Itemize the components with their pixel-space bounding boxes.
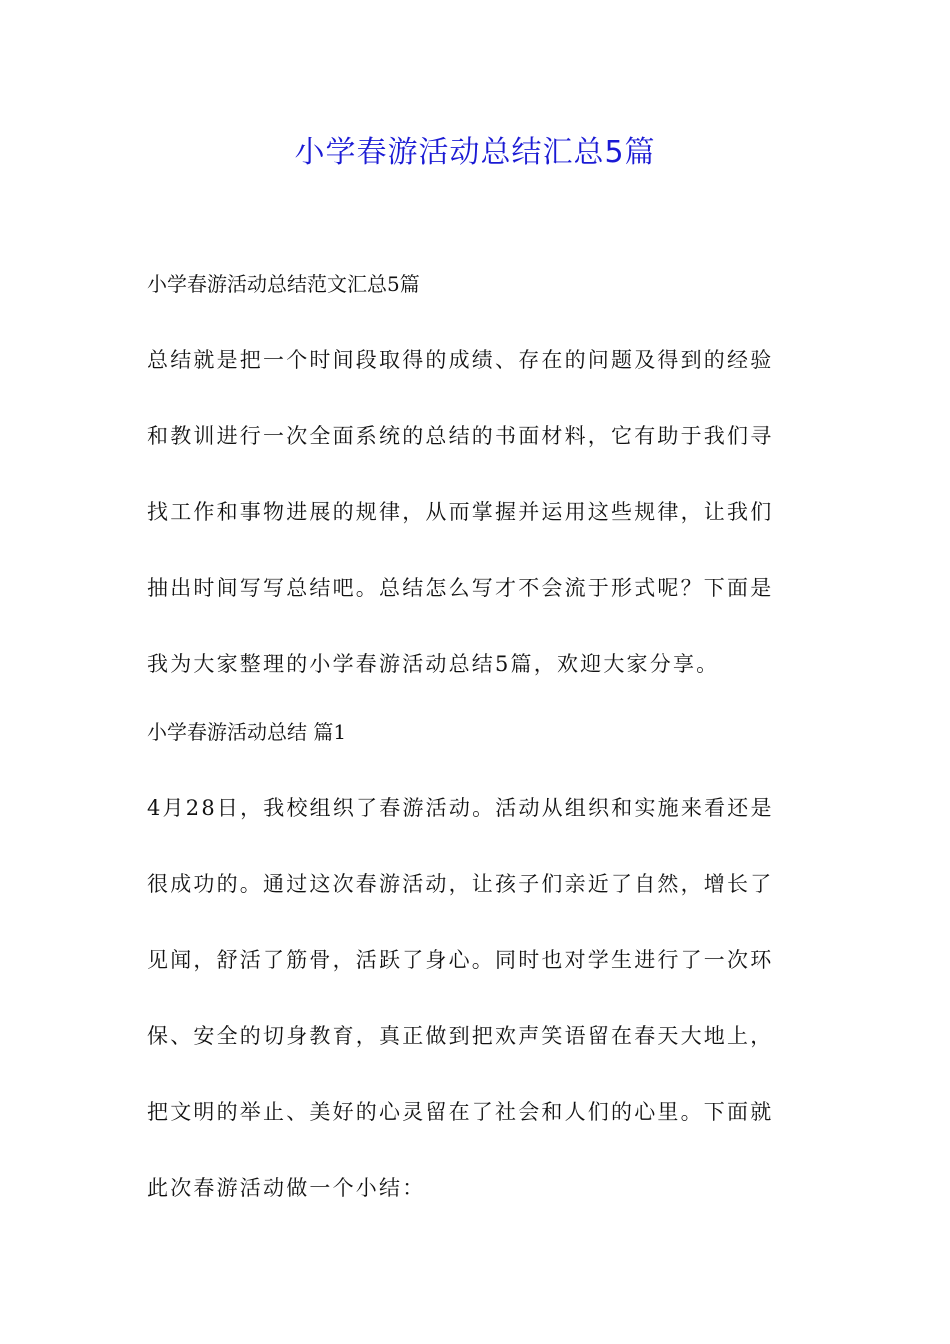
intro-line: 总结就是把一个时间段取得的成绩、存在的问题及得到的经验 [147, 348, 774, 372]
document-title: 小学春游活动总结汇总5篇 [294, 135, 656, 170]
body-line: 很成功的。通过这次春游活动，让孩子们亲近了自然，增长了 [147, 872, 774, 896]
body-line: 4月28日，我校组织了春游活动。活动从组织和实施来看还是 [147, 796, 774, 820]
intro-line: 我为大家整理的小学春游活动总结5篇，欢迎大家分享。 [147, 652, 720, 676]
body-line: 见闻，舒活了筋骨，活跃了身心。同时也对学生进行了一次环 [147, 948, 774, 972]
body-line: 保、安全的切身教育，真正做到把欢声笑语留在春天大地上， [147, 1024, 774, 1048]
intro-paragraph [147, 322, 807, 702]
body-line: 把文明的举止、美好的心灵留在了社会和人们的心里。下面就 [147, 1100, 774, 1124]
intro-line: 和教训进行一次全面系统的总结的书面材料，它有助于我们寻 [147, 424, 774, 448]
body-paragraph [147, 770, 807, 1226]
document-subtitle: 小学春游活动总结范文汇总5篇 [147, 272, 420, 296]
section-heading: 小学春游活动总结 篇1 [147, 720, 347, 744]
intro-line: 抽出时间写写总结吧。总结怎么写才不会流于形式呢？下面是 [147, 576, 774, 600]
body-line: 此次春游活动做一个小结： [147, 1176, 426, 1200]
intro-line: 找工作和事物进展的规律，从而掌握并运用这些规律，让我们 [147, 500, 774, 524]
